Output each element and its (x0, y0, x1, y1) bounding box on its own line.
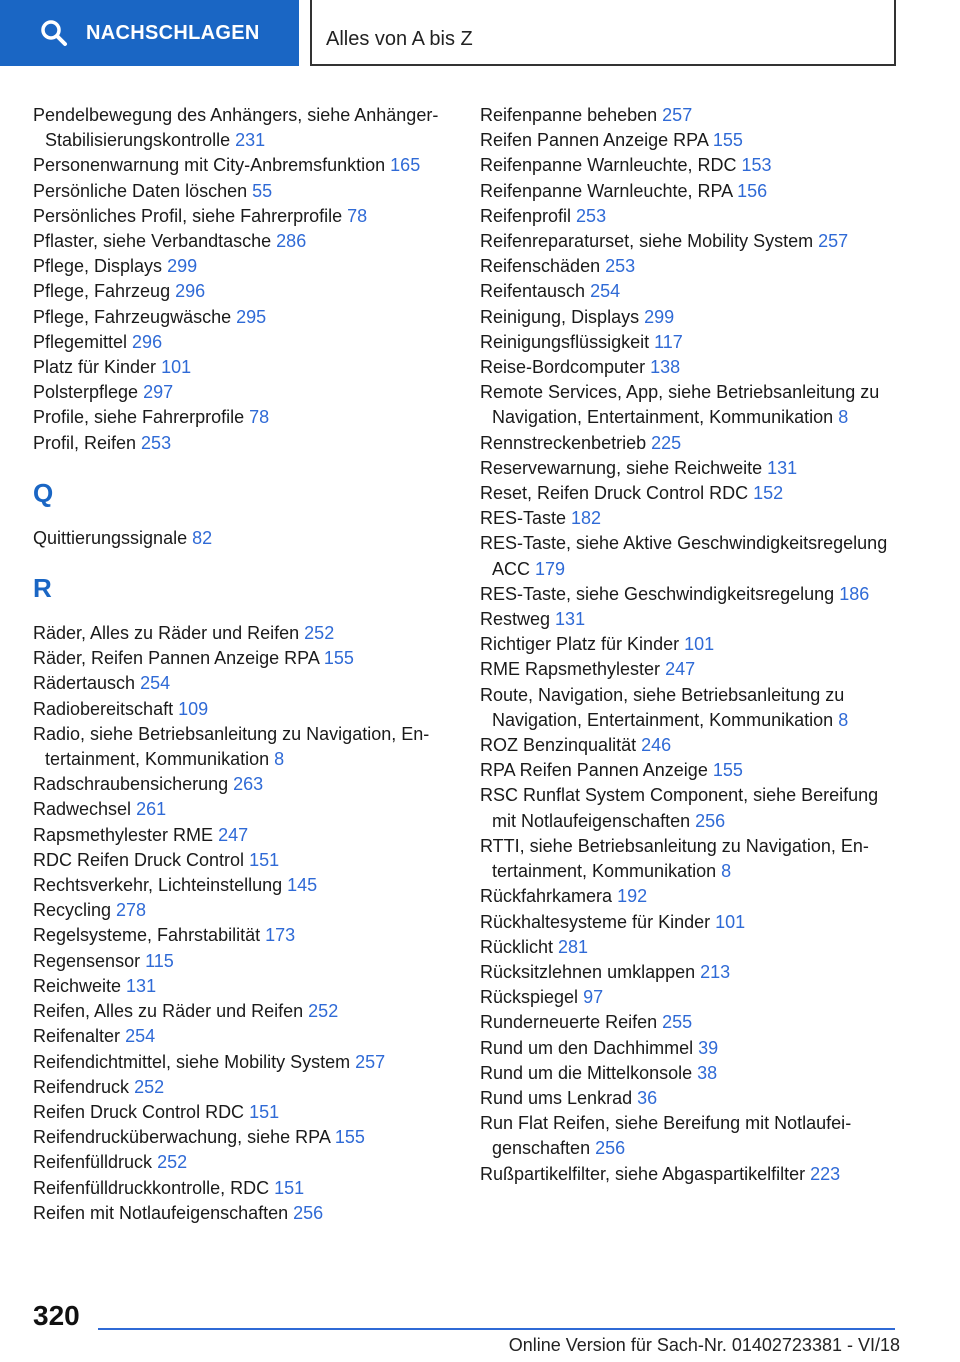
index-entry (480, 431, 900, 456)
index-entry (480, 1010, 900, 1035)
page-reference-link[interactable]: 115 (145, 950, 174, 971)
page-reference-link[interactable]: 295 (236, 306, 267, 327)
index-entry-term: RES-Taste, siehe Aktive Geschwindigkeitsregelung ACC (480, 533, 888, 579)
index-entry (480, 179, 900, 204)
page-reference-link[interactable]: 153 (741, 155, 772, 176)
index-entry-term: Reifenalter (33, 1026, 126, 1047)
page-reference-link[interactable]: 299 (167, 256, 198, 277)
page-reference-link[interactable]: 252 (157, 1152, 188, 1173)
index-column-left (33, 103, 453, 1226)
index-entry (33, 697, 453, 722)
page-reference-link[interactable]: 256 (595, 1138, 626, 1159)
page-title: Alles von A bis Z (326, 28, 473, 50)
page-reference-link[interactable]: 101 (684, 634, 715, 655)
index-entry-term: Runderneuerte Reifen (480, 1012, 663, 1033)
index-entry (480, 985, 900, 1010)
index-entry-term: RDC Reifen Druck Control (33, 849, 250, 870)
index-entry-term: Pflaster, siehe Verbandtasche (33, 231, 277, 252)
index-column-right (480, 103, 900, 1187)
page-reference-link[interactable]: 8 (838, 709, 849, 730)
page-reference-link[interactable]: 165 (390, 155, 421, 176)
index-entry (33, 671, 453, 696)
page-reference-link[interactable]: 257 (355, 1051, 386, 1072)
page-reference-link[interactable]: 256 (695, 810, 726, 831)
footer-divider (98, 1328, 895, 1330)
section-tab[interactable] (0, 0, 299, 66)
index-entry-term: Rennstreckenbetrieb (480, 432, 652, 453)
page-reference-link[interactable]: 8 (838, 407, 849, 428)
page-reference-link[interactable]: 254 (125, 1026, 156, 1047)
index-entry (33, 380, 453, 405)
page-reference-link[interactable]: 252 (134, 1076, 165, 1097)
index-entry (33, 405, 453, 430)
page-reference-link[interactable]: 263 (233, 774, 264, 795)
page-reference-link[interactable]: 39 (698, 1037, 719, 1058)
index-entry (33, 1201, 453, 1226)
index-entry-term: Pflege, Fahrzeugwäsche (33, 306, 237, 327)
section-letter: Q (33, 477, 54, 508)
page-reference-link[interactable]: 278 (116, 900, 147, 921)
page-reference-link[interactable]: 297 (143, 382, 174, 403)
index-entry (33, 898, 453, 923)
page-reference-link[interactable]: 173 (265, 925, 296, 946)
page-reference-link[interactable]: 182 (571, 508, 602, 529)
index-entry-term: Rückfahrkamera (480, 886, 618, 907)
page-reference-link[interactable]: 247 (665, 659, 696, 680)
index-entry-term: Reifentausch (480, 281, 591, 302)
index-entry-term: Rückhaltesysteme für Kinder (480, 911, 716, 932)
index-entry-term: Radiobereitschaft (33, 698, 179, 719)
index-entry (33, 254, 453, 279)
index-entry (480, 783, 900, 833)
page-reference-link[interactable]: 254 (590, 281, 621, 302)
page-reference-link[interactable]: 252 (304, 623, 335, 644)
page-reference-link[interactable]: 256 (293, 1202, 324, 1223)
page-reference-link[interactable]: 281 (558, 936, 589, 957)
index-entry-term: Regensensor (33, 950, 146, 971)
header-underline (310, 64, 895, 66)
page-reference-link[interactable]: 101 (161, 357, 192, 378)
section-letter: R (33, 573, 52, 604)
index-entry (480, 254, 900, 279)
page-reference-link[interactable]: 155 (334, 1127, 365, 1148)
index-entry-term: Profile, siehe Fahrerprofile (33, 407, 250, 428)
index-entry-term: ROZ Benzinqualität (480, 735, 642, 756)
index-entry-term: Remote Services, App, siehe Betriebsanleitung zu Navigation, Entertainment, Kommunikation (480, 382, 880, 428)
page-reference-link[interactable]: 151 (249, 1101, 280, 1122)
index-entry-term: Reifen mit Notlaufeigenschaften (33, 1202, 294, 1223)
index-entry (33, 1050, 453, 1075)
index-entry (33, 722, 453, 772)
index-entry-term: Personenwarnung mit City-Anbremsfunktion (33, 155, 391, 176)
header-right-border (894, 0, 896, 66)
index-entry (33, 305, 453, 330)
index-entry-term: RSC Runflat System Component, siehe Bereifung mit Notlaufeigenschaften (480, 785, 879, 831)
index-entry-term: Radschraubensicherung (33, 774, 234, 795)
index-entry-term: Platz für Kinder (33, 357, 162, 378)
page-reference-link[interactable]: 186 (839, 583, 870, 604)
page-reference-link[interactable]: 225 (651, 432, 682, 453)
index-entry (480, 279, 900, 304)
index-entry-term: RME Rapsmethylester (480, 659, 666, 680)
index-entry-term: Reinigung, Displays (480, 306, 645, 327)
index-entry (480, 1086, 900, 1111)
index-entry (480, 481, 900, 506)
index-entry-term: Reifen Druck Control RDC (33, 1101, 250, 1122)
index-entry (480, 960, 900, 985)
index-entry-term: Profil, Reifen (33, 432, 142, 453)
index-entry (480, 733, 900, 758)
page-reference-link[interactable]: 231 (235, 130, 266, 151)
index-entry-term: Reifenreparaturset, siehe Mobility System (480, 231, 819, 252)
index-entry (33, 279, 453, 304)
page-reference-link[interactable]: 131 (767, 457, 798, 478)
index-entry-term: Reifendichtmittel, siehe Mobility System (33, 1051, 356, 1072)
page-reference-link[interactable]: 38 (697, 1062, 718, 1083)
index-entry (33, 797, 453, 822)
page-reference-link[interactable]: 101 (715, 911, 746, 932)
index-entry (33, 923, 453, 948)
index-entry-term: Reifenpanne Warnleuchte, RDC (480, 155, 742, 176)
index-entry-term: Polsterpflege (33, 382, 144, 403)
index-entry (480, 204, 900, 229)
index-entry (480, 607, 900, 632)
index-entry-term: Reifendruck (33, 1076, 135, 1097)
index-entry (480, 935, 900, 960)
index-entry (480, 1162, 900, 1187)
page-reference-link[interactable]: 138 (650, 357, 681, 378)
index-entry-term: Pflegemittel (33, 331, 133, 352)
index-entry-term: Reifenpanne beheben (480, 105, 663, 125)
index-entry (480, 632, 900, 657)
index-entry-term: Rädertausch (33, 673, 141, 694)
index-entry (33, 873, 453, 898)
index-entry-term: Pendelbewegung des Anhängers, siehe Anhänger-Stabilisierungskontrolle (33, 105, 439, 151)
page-reference-link[interactable]: 253 (605, 256, 636, 277)
page-reference-link[interactable]: 78 (347, 205, 368, 226)
index-entry-term: Rapsmethylester RME (33, 824, 219, 845)
index-entry (33, 204, 453, 229)
index-entry-term: Regelsysteme, Fahrstabilität (33, 925, 266, 946)
page-reference-link[interactable]: 156 (737, 180, 768, 201)
index-entry (33, 1125, 453, 1150)
page-reference-link[interactable]: 36 (637, 1087, 658, 1108)
header-divider (310, 0, 312, 66)
index-entry (480, 153, 900, 178)
index-entry-term: Rücksitzlehnen umklappen (480, 961, 701, 982)
page-reference-link[interactable]: 131 (126, 975, 157, 996)
page-reference-link[interactable]: 131 (555, 609, 586, 630)
page-reference-link[interactable]: 82 (192, 527, 213, 548)
page-reference-link[interactable]: 8 (721, 861, 732, 882)
page-reference-link[interactable]: 246 (641, 735, 672, 756)
index-entry (33, 1150, 453, 1175)
page-reference-link[interactable]: 286 (276, 231, 307, 252)
page-reference-link[interactable]: 299 (644, 306, 675, 327)
page-reference-link[interactable]: 253 (576, 205, 607, 226)
index-entry (480, 683, 900, 733)
index-entry-term: Quittierungssignale (33, 527, 193, 548)
index-entry (33, 646, 453, 671)
index-entry (33, 949, 453, 974)
index-entry (33, 1024, 453, 1049)
index-entry (480, 834, 900, 884)
index-entry (33, 526, 453, 551)
page-reference-link[interactable]: 247 (218, 824, 249, 845)
index-entry (480, 531, 900, 581)
index-entry (480, 1111, 900, 1161)
page-reference-link[interactable]: 55 (252, 180, 273, 201)
index-entry-term: Pflege, Fahrzeug (33, 281, 176, 302)
page-reference-link[interactable]: 255 (662, 1012, 693, 1033)
index-entry-term: Radio, siehe Betriebsanleitung zu Navigation, Entertainment, Kommunikation (33, 723, 430, 770)
index-entry (480, 657, 900, 682)
index-entry (33, 179, 453, 204)
index-entry-term: Persönliches Profil, siehe Fahrerprofile (33, 205, 348, 226)
index-entry-term: RES-Taste (480, 508, 572, 529)
index-entry (33, 1176, 453, 1201)
index-entry (480, 910, 900, 935)
index-entry (33, 330, 453, 355)
page-reference-link[interactable]: 97 (583, 987, 604, 1008)
index-entry-term: Rechtsverkehr, Lichteinstellung (33, 875, 288, 896)
index-entry (480, 103, 900, 128)
index-entry (480, 128, 900, 153)
index-entry (33, 1075, 453, 1100)
index-entry (33, 431, 453, 456)
index-entry (33, 229, 453, 254)
index-entry (33, 999, 453, 1024)
index-entry-term: Richtiger Platz für Kinder (480, 634, 685, 655)
index-entry-term: Reinigungsflüssigkeit (480, 331, 655, 352)
page-reference-link[interactable]: 223 (810, 1163, 841, 1184)
section-tab-label: NACHSCHLAGEN (86, 21, 260, 44)
index-entry (480, 1061, 900, 1086)
index-entry-term: Rußpartikelfilter, siehe Abgaspartikelfilter (480, 1163, 811, 1184)
index-entry-term: Rund um den Dachhimmel (480, 1037, 699, 1058)
page-reference-link[interactable]: 257 (662, 105, 693, 125)
index-entry-term: Reifenschäden (480, 256, 606, 277)
page-reference-link[interactable]: 8 (274, 749, 285, 770)
index-entry-term: Reifen Pannen Anzeige RPA (480, 130, 713, 151)
index-entry-term: Run Flat Reifen, siehe Bereifung mit Notlaufeigenschaften (480, 1113, 852, 1159)
index-entry (33, 621, 453, 646)
page-reference-link[interactable]: 155 (323, 648, 354, 669)
index-entry-term: RPA Reifen Pannen Anzeige (480, 760, 713, 781)
page-reference-link[interactable]: 152 (753, 483, 784, 504)
page-reference-link[interactable]: 257 (818, 231, 849, 252)
index-entry (33, 772, 453, 797)
index-entry (480, 380, 900, 430)
index-entry (33, 823, 453, 848)
index-entry-term: Reifenfülldruck (33, 1152, 158, 1173)
page-reference-link[interactable]: 213 (700, 961, 731, 982)
index-entry-term: Reise-Bordcomputer (480, 357, 651, 378)
index-entry-term: Reifen, Alles zu Räder und Reifen (33, 1001, 309, 1022)
page-reference-link[interactable]: 109 (178, 698, 209, 719)
index-entry-term: Restweg (480, 609, 556, 630)
index-entry (480, 355, 900, 380)
index-entry-term: Rückspiegel (480, 987, 584, 1008)
page-reference-link[interactable]: 78 (249, 407, 270, 428)
page-reference-link[interactable]: 155 (712, 760, 743, 781)
index-entry (33, 103, 453, 153)
index-entry (480, 330, 900, 355)
page-number: 320 (33, 1300, 80, 1331)
index-entry-term: Räder, Reifen Pannen Anzeige RPA (33, 648, 324, 669)
index-entry (33, 1100, 453, 1125)
index-entry-term: Route, Navigation, siehe Betriebsanleitung zu Navigation, Entertainment, Kommunikation (480, 684, 845, 730)
page-reference-link[interactable]: 253 (141, 432, 172, 453)
page-reference-link[interactable]: 151 (274, 1177, 305, 1198)
page-reference-link[interactable]: 145 (287, 875, 318, 896)
index-entry-term: Rücklicht (480, 936, 559, 957)
page-reference-link[interactable]: 252 (308, 1001, 339, 1022)
index-entry-term: RTTI, siehe Betriebsanleitung zu Navigation, Entertainment, Kommunikation (480, 835, 869, 882)
index-entry (480, 884, 900, 909)
index-entry-term: Reifenfülldruckkontrolle, RDC (33, 1177, 275, 1198)
index-entry-term: Rund ums Lenkrad (480, 1087, 638, 1108)
index-entry (33, 848, 453, 873)
page-reference-link[interactable]: 117 (654, 331, 683, 352)
page-reference-link[interactable]: 296 (132, 331, 163, 352)
index-entry-term: RES-Taste, siehe Geschwindigkeitsregelung (480, 583, 840, 604)
index-entry (480, 456, 900, 481)
page-reference-link[interactable]: 151 (249, 849, 280, 870)
page-reference-link[interactable]: 192 (617, 886, 648, 907)
index-entry (480, 582, 900, 607)
index-entry-term: Reservewarnung, siehe Reichweite (480, 457, 768, 478)
page-reference-link[interactable]: 179 (535, 558, 566, 579)
index-entry-term: Pflege, Displays (33, 256, 168, 277)
index-entry-term: Reifenprofil (480, 205, 577, 226)
page-reference-link[interactable]: 296 (175, 281, 206, 302)
index-entry (480, 305, 900, 330)
index-entry (480, 1036, 900, 1061)
index-entry-term: Reifendrucküberwachung, siehe RPA (33, 1127, 335, 1148)
index-entry-term: Rund um die Mittelkonsole (480, 1062, 698, 1083)
footer-version-text: Online Version für Sach-Nr. 01402723381 - VI/18 (508, 1335, 900, 1355)
index-entry-term: Reifenpanne Warnleuchte, RPA (480, 180, 738, 201)
index-entry (480, 758, 900, 783)
index-entry (33, 355, 453, 380)
page-reference-link[interactable]: 261 (136, 799, 167, 820)
index-entry-term: Radwechsel (33, 799, 137, 820)
index-entry-term: Recycling (33, 900, 117, 921)
index-entry (480, 506, 900, 531)
index-entry (480, 229, 900, 254)
index-entry (33, 974, 453, 999)
index-entry-term: Räder, Alles zu Räder und Reifen (33, 623, 305, 644)
page-reference-link[interactable]: 155 (712, 130, 743, 151)
index-entry (33, 153, 453, 178)
index-entry-term: Reichweite (33, 975, 127, 996)
search-icon (40, 19, 68, 47)
index-entry-term: Reset, Reifen Druck Control RDC (480, 483, 754, 504)
page-reference-link[interactable]: 254 (140, 673, 171, 694)
index-entry-term: Persönliche Daten löschen (33, 180, 253, 201)
